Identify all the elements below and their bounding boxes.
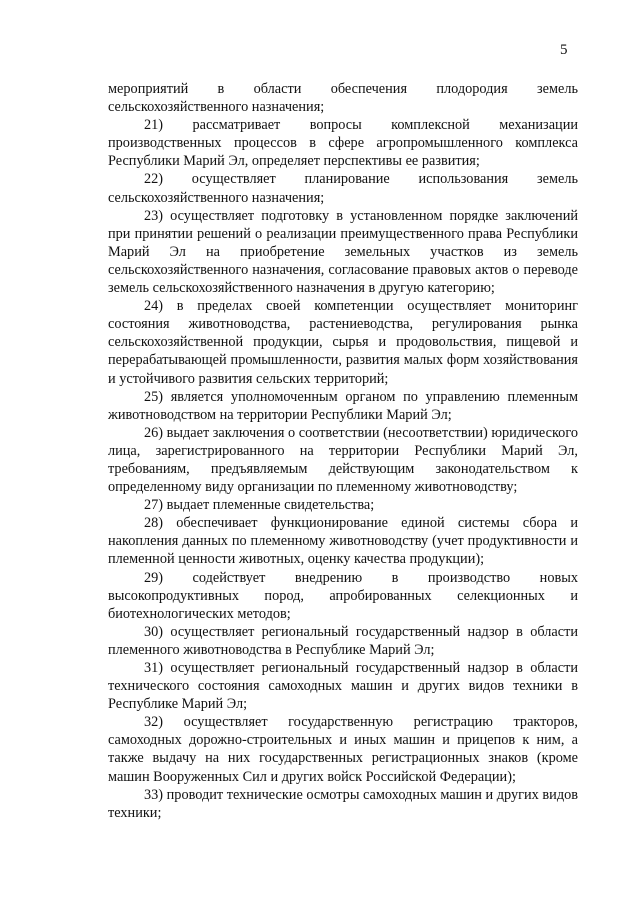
paragraph-item-21: 21) рассматривает вопросы комплексной механизации производственных процессов в сфере агропромышленного комплекса Республики Марий Эл, определяет перспективы ее развития; — [108, 117, 578, 170]
paragraph-item-24: 24) в пределах своей компетенции осуществляет мониторинг состояния животноводства, растениеводства, регулирования рынка сельскохозяйственной продукции, сырья и продовольствия, пищевой и перерабатывающей промышленности, развития малых форм хозяйствования и устойчивого развития сельских территорий; — [108, 298, 578, 387]
paragraph-item-33: 33) проводит технические осмотры самоходных машин и других видов техники; — [108, 786, 578, 821]
paragraph-item-22: 22) осуществляет планирование использования земель сельскохозяйственного назначения; — [108, 171, 578, 206]
paragraph-item-28: 28) обеспечивает функционирование единой системы сбора и накопления данных по племенному животноводству (учет продуктивности и племенной ценности животных, оценку качества продукции); — [108, 515, 578, 568]
document-body — [108, 80, 578, 822]
page-number: 5 — [560, 42, 568, 58]
paragraph-item-32: 32) осуществляет государственную регистрацию тракторов, самоходных дорожно-строительных и иных машин и прицепов к ним, а также выдачу на них государственных регистрационных знаков (кроме машин Вооруженных Сил и других войск Российской Федерации); — [108, 714, 578, 785]
paragraph-item-25: 25) является уполномоченным органом по управлению племенным животноводством на территории Республики Марий Эл; — [108, 388, 578, 423]
paragraph-item-26: 26) выдает заключения о соответствии (несоответствии) юридического лица, зарегистрированного на территории Республики Марий Эл, требованиям, предъявляемым действующим законодательством к определенному виду организации по племенному животноводству; — [108, 424, 578, 496]
paragraph-item-23: 23) осуществляет подготовку в установленном порядке заключений при принятии решений о реализации преимущественного права Республики Марий Эл на приобретение земельных участков из земель сельскохозяйственного назначения, согласование правовых актов о переводе земель сельскохозяйственного назначения в другую категорию; — [108, 207, 578, 297]
paragraph-item-27: 27) выдает племенные свидетельства; — [144, 497, 375, 514]
paragraph-item-30: 30) осуществляет региональный государственный надзор в области племенного животноводства в Республике Марий Эл; — [108, 623, 578, 658]
paragraph-item-29: 29) содействует внедрению в производство новых высокопродуктивных пород, апробированных селекционных и биотехнологических методов; — [108, 569, 578, 622]
paragraph-continuation: мероприятий в области обеспечения плодородия земель сельскохозяйственного назначения; — [108, 81, 578, 116]
paragraph-item-31: 31) осуществляет региональный государственный надзор в области технического состояния самоходных машин и других видов техники в Республике Марий Эл; — [108, 660, 578, 713]
